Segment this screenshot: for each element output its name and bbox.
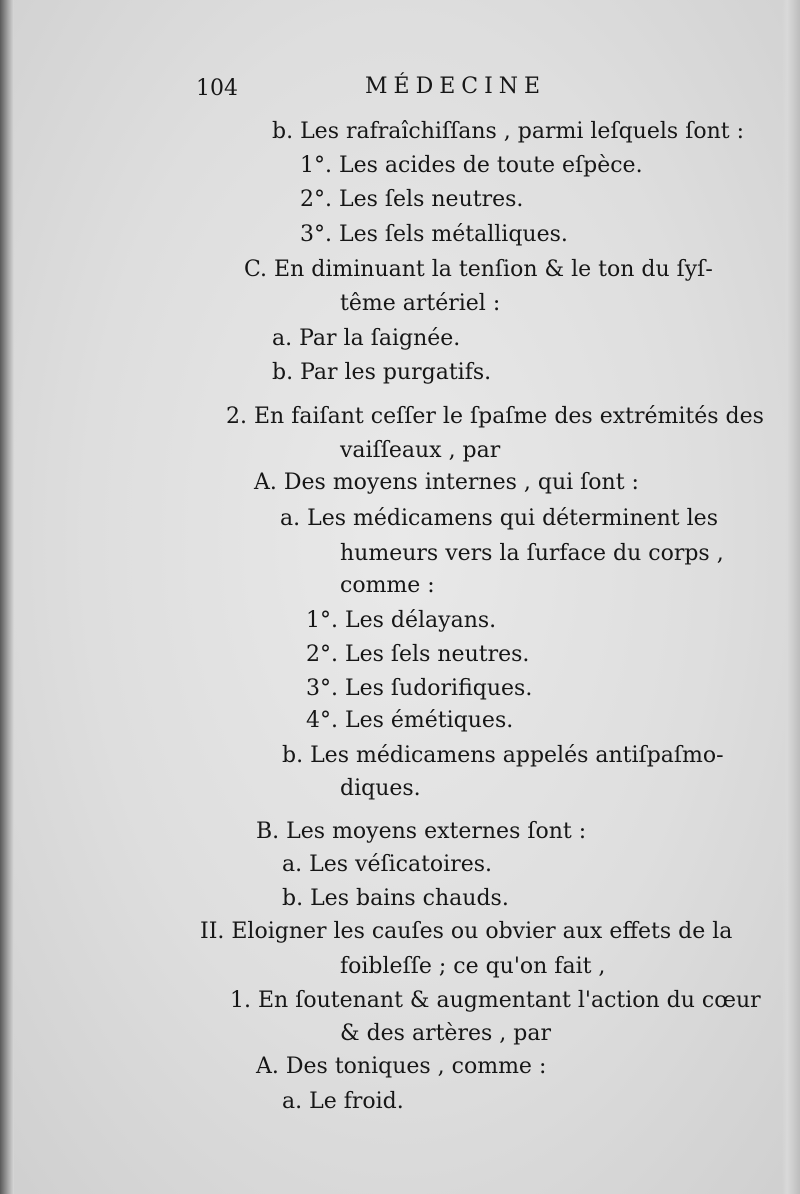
text-line: 4°. Les émétiques.	[306, 708, 514, 733]
running-title: MÉDECINE	[365, 74, 547, 99]
text-line: A. Des toniques , comme :	[256, 1054, 547, 1079]
text-line: b. Les bains chauds.	[282, 886, 509, 911]
text-line: b. Par les purgatifs.	[272, 360, 492, 385]
text-line: & des artères , par	[340, 1021, 551, 1046]
text-line: a. Par la ſaignée.	[272, 326, 461, 351]
text-line: 1. En ſoutenant & augmentant l'action du cœur	[230, 988, 761, 1013]
text-line: 2. En faiſant ceſſer le ſpaſme des extrémités des	[226, 404, 764, 429]
text-line: foibleſſe ; ce qu'on fait ,	[340, 954, 606, 979]
text-line: 1°. Les acides de toute eſpèce.	[300, 153, 643, 178]
text-line: 3°. Les ſels métalliques.	[300, 222, 568, 247]
text-line: C. En diminuant la tenſion & le ton du ſyſ-	[244, 257, 713, 282]
text-line: 2°. Les ſels neutres.	[306, 642, 530, 667]
page-gutter-shadow	[0, 0, 14, 1194]
page-number: 104	[196, 76, 238, 101]
text-line: II. Eloigner les cauſes ou obvier aux effets de la	[200, 919, 733, 944]
text-line: humeurs vers la ſurface du corps ,	[340, 541, 724, 566]
text-line: 2°. Les ſels neutres.	[300, 187, 524, 212]
text-line: B. Les moyens externes ſont :	[256, 819, 587, 844]
text-line: 1°. Les délayans.	[306, 608, 497, 633]
text-line: 3°. Les ſudorifiques.	[306, 676, 533, 701]
text-line: vaiſſeaux , par	[340, 438, 501, 463]
text-line: diques.	[340, 776, 421, 801]
text-line: comme :	[340, 573, 435, 598]
text-line: a. Les véſicatoires.	[282, 852, 493, 877]
text-line: b. Les rafraîchiſſans , parmi leſquels ſont :	[272, 119, 744, 144]
running-header	[0, 74, 800, 108]
text-line: A. Des moyens internes , qui ſont :	[254, 470, 639, 495]
text-line: tême artériel :	[340, 291, 501, 316]
page-edge-shadow	[782, 0, 800, 1194]
text-line: a. Les médicamens qui déterminent les	[280, 506, 718, 531]
text-line: b. Les médicamens appelés antiſpaſmo-	[282, 743, 724, 768]
text-line: a. Le froid.	[282, 1089, 404, 1114]
